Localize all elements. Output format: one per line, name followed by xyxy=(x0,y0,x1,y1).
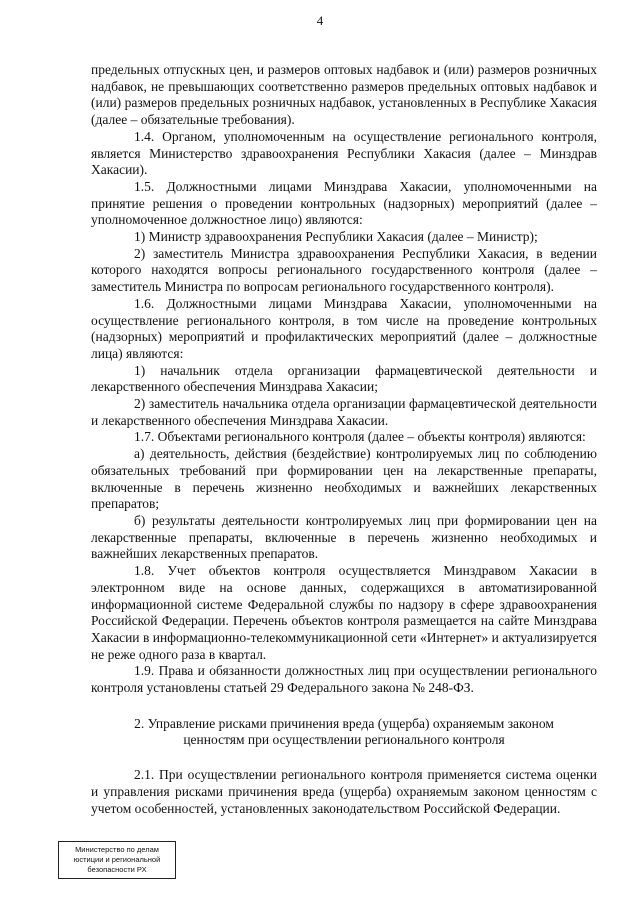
paragraph: предельных отпускных цен, и размеров оптовых надбавок и (или) размеров розничных надбавок, не превышающих соответственно размеров предельных оптовых надбавок и (или) размеров предельных розничных надбавок, установленных в Республике Хакасия (далее – обязательные требования). xyxy=(91,62,597,128)
section-heading: 2. Управление рисками причинения вреда (ущерба) охраняемым законом ценностям при осуществлении регионального контроля xyxy=(134,715,554,748)
page-number: 4 xyxy=(316,13,324,28)
paragraph: 1.4. Органом, уполномоченным на осуществление регионального контроля, является Министерство здравоохранения Республики Хакасия (далее – Минздрав Хакасии). xyxy=(91,128,597,178)
stamp-line: Министерство по делам xyxy=(75,845,159,854)
paragraph: 2) заместитель начальника отдела организации фармацевтической деятельности и лекарственного обеспечения Минздрава Хакасии. xyxy=(91,396,597,428)
stamp-line: безопасности РХ xyxy=(87,865,147,874)
paragraph: 1) начальник отдела организации фармацевтической деятельности и лекарственного обеспечения Минздрава Хакасии; xyxy=(91,362,597,395)
paragraph: 1.6. Должностными лицами Минздрава Хакасии, уполномоченными на осуществление регионального контроля, в том числе на проведение контрольных (надзорных) мероприятий и профилактических мероприятий (далее – должностные лица) являются: xyxy=(91,295,597,361)
paragraph: 1) Министр здравоохранения Республики Хакасия (далее – Министр); xyxy=(134,229,538,245)
document-body xyxy=(91,62,597,817)
paragraph: 2.1. При осуществлении регионального контроля применяется система оценки и управления рисками причинения вреда (ущерба) охраняемым законом ценностям с учетом особенностей, установленных законодательством Российской Федерации. xyxy=(91,767,597,816)
paragraph: а) деятельность, действия (бездействие) контролируемых лиц по соблюдению обязательных требований при формировании цен на лекарственные препараты, включенные в перечень жизненно необходимых и важнейших лекарственных препаратов; xyxy=(91,446,597,512)
ministry-stamp xyxy=(58,841,176,879)
paragraph: 1.9. Права и обязанности должностных лиц при осуществлении регионального контроля установлены статьей 29 Федерального закона № 248-ФЗ. xyxy=(91,663,597,696)
stamp-line: юстиции и региональной xyxy=(73,855,161,864)
paragraph: 1.5. Должностными лицами Минздрава Хакасии, уполномоченными на принятие решения о проведении контрольных (надзорных) мероприятий (далее – уполномоченное должностное лицо) являются: xyxy=(91,178,597,228)
paragraph: 2) заместитель Министра здравоохранения Республики Хакасия, в ведении которого находятся вопросы регионального государственного контроля (далее – заместитель Министра по вопросам регионального государственного контроля). xyxy=(91,245,597,295)
paragraph: 1.8. Учет объектов контроля осуществляется Минздравом Хакасии в электронном виде на основе данных, содержащихся в автоматизированной информационной системе Федеральной службы по надзору в сфере здравоохранения Российской Федерации. Перечень объектов контроля размещается на сайте Минздрава Хакасии в информационно-телекоммуникационной сети «Интернет» и актуализируется не реже одного раза в квартал. xyxy=(91,563,597,662)
paragraph: б) результаты деятельности контролируемых лиц при формировании цен на лекарственные препараты, включенные в перечень жизненно необходимых и важнейших лекарственных препаратов. xyxy=(91,512,597,562)
paragraph: 1.7. Объектами регионального контроля (далее – объекты контроля) являются: xyxy=(134,429,586,445)
